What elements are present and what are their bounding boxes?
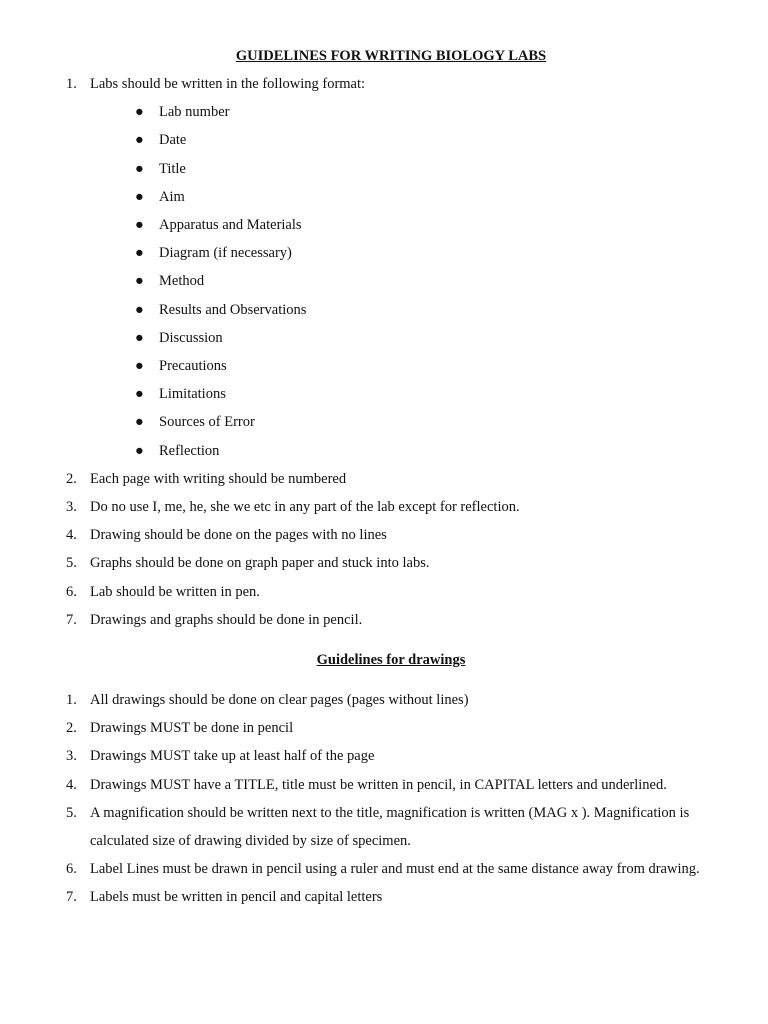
bullet-icon: ● xyxy=(135,273,144,290)
item-number: 6. xyxy=(66,861,77,878)
drawing-guidelines-list xyxy=(66,686,716,912)
list-item xyxy=(66,70,716,465)
bullet-text: Discussion xyxy=(159,329,223,346)
format-bullet-list xyxy=(90,98,716,465)
item-text: Drawings MUST be done in pencil xyxy=(90,720,294,737)
item-text: All drawings should be done on clear pages (pages without lines) xyxy=(90,692,469,709)
item-number: 3. xyxy=(66,748,77,765)
list-item xyxy=(66,549,716,577)
bullet-text: Lab number xyxy=(159,104,230,121)
section-title-drawings: Guidelines for drawings xyxy=(316,652,466,669)
item-text: Do no use I, me, he, she we etc in any part of the lab except for reflection. xyxy=(90,499,520,516)
item-number: 3. xyxy=(66,499,77,516)
item-number: 5. xyxy=(66,555,77,572)
list-item xyxy=(66,606,716,634)
bullet-text: Method xyxy=(159,273,205,290)
list-item xyxy=(66,742,716,770)
bullet-item xyxy=(135,98,716,126)
bullet-item xyxy=(135,324,716,352)
item-text: A magnification should be written next to the title, magnification is written (MAG x ). Magnification is calculated size of drawing divided by size of specimen. xyxy=(90,804,690,850)
item-number: 4. xyxy=(66,527,77,544)
lab-guidelines-list xyxy=(66,70,716,634)
list-item xyxy=(66,714,716,742)
bullet-icon: ● xyxy=(135,160,144,177)
bullet-icon: ● xyxy=(135,132,144,149)
bullet-text: Diagram (if necessary) xyxy=(159,245,292,262)
item-number: 4. xyxy=(66,776,77,793)
bullet-text: Reflection xyxy=(159,442,220,459)
list-item xyxy=(66,493,716,521)
item-number: 7. xyxy=(66,889,77,906)
list-item xyxy=(66,855,716,883)
list-item xyxy=(66,578,716,606)
item-number: 5. xyxy=(66,804,77,821)
bullet-text: Limitations xyxy=(159,386,226,403)
bullet-text: Title xyxy=(159,160,186,177)
item-text: Drawings and graphs should be done in pencil. xyxy=(90,611,363,628)
item-number: 1. xyxy=(66,692,77,709)
bullet-item xyxy=(135,437,716,465)
bullet-text: Precautions xyxy=(159,358,227,375)
bullet-text: Apparatus and Materials xyxy=(159,217,302,234)
bullet-item xyxy=(135,239,716,267)
bullet-icon: ● xyxy=(135,358,144,375)
item-text: Each page with writing should be numbered xyxy=(90,470,347,487)
item-number: 2. xyxy=(66,720,77,737)
list-item xyxy=(66,686,716,714)
bullet-icon: ● xyxy=(135,329,144,346)
bullet-item xyxy=(135,211,716,239)
bullet-icon: ● xyxy=(135,386,144,403)
item-text: Labs should be written in the following format: xyxy=(90,76,366,92)
bullet-icon: ● xyxy=(135,217,144,234)
list-item xyxy=(66,521,716,549)
item-text: Graphs should be done on graph paper and stuck into labs. xyxy=(90,555,430,572)
item-text: Lab should be written in pen. xyxy=(90,583,260,600)
bullet-item xyxy=(135,352,716,380)
bullet-text: Results and Observations xyxy=(159,301,307,318)
bullet-item xyxy=(135,408,716,436)
bullet-item xyxy=(135,267,716,295)
bullet-item xyxy=(135,380,716,408)
item-text: Drawing should be done on the pages with no lines xyxy=(90,527,387,544)
list-item xyxy=(66,465,716,493)
list-item xyxy=(66,883,716,911)
item-number: 2. xyxy=(66,470,77,487)
bullet-text: Sources of Error xyxy=(159,414,255,431)
bullet-item xyxy=(135,183,716,211)
bullet-icon: ● xyxy=(135,414,144,431)
bullet-icon: ● xyxy=(135,104,144,121)
item-text: Drawings MUST take up at least half of the page xyxy=(90,748,375,765)
bullet-text: Aim xyxy=(159,188,185,205)
bullet-item xyxy=(135,155,716,183)
bullet-icon: ● xyxy=(135,245,144,262)
item-number: 7. xyxy=(66,611,77,628)
item-text: Label Lines must be drawn in pencil using a ruler and must end at the same distance away from drawing. xyxy=(90,861,700,878)
item-text: Labels must be written in pencil and capital letters xyxy=(90,889,383,906)
bullet-item xyxy=(135,126,716,154)
item-number: 1. xyxy=(66,76,77,92)
item-number: 6. xyxy=(66,583,77,600)
list-item xyxy=(66,799,716,855)
bullet-icon: ● xyxy=(135,442,144,459)
document-title: GUIDELINES FOR WRITING BIOLOGY LABS xyxy=(235,48,547,64)
item-text: Drawings MUST have a TITLE, title must be written in pencil, in CAPITAL letters and underlined. xyxy=(90,776,667,793)
list-item xyxy=(66,771,716,799)
bullet-icon: ● xyxy=(135,301,144,318)
bullet-text: Date xyxy=(159,132,187,149)
bullet-item xyxy=(135,296,716,324)
bullet-icon: ● xyxy=(135,188,144,205)
